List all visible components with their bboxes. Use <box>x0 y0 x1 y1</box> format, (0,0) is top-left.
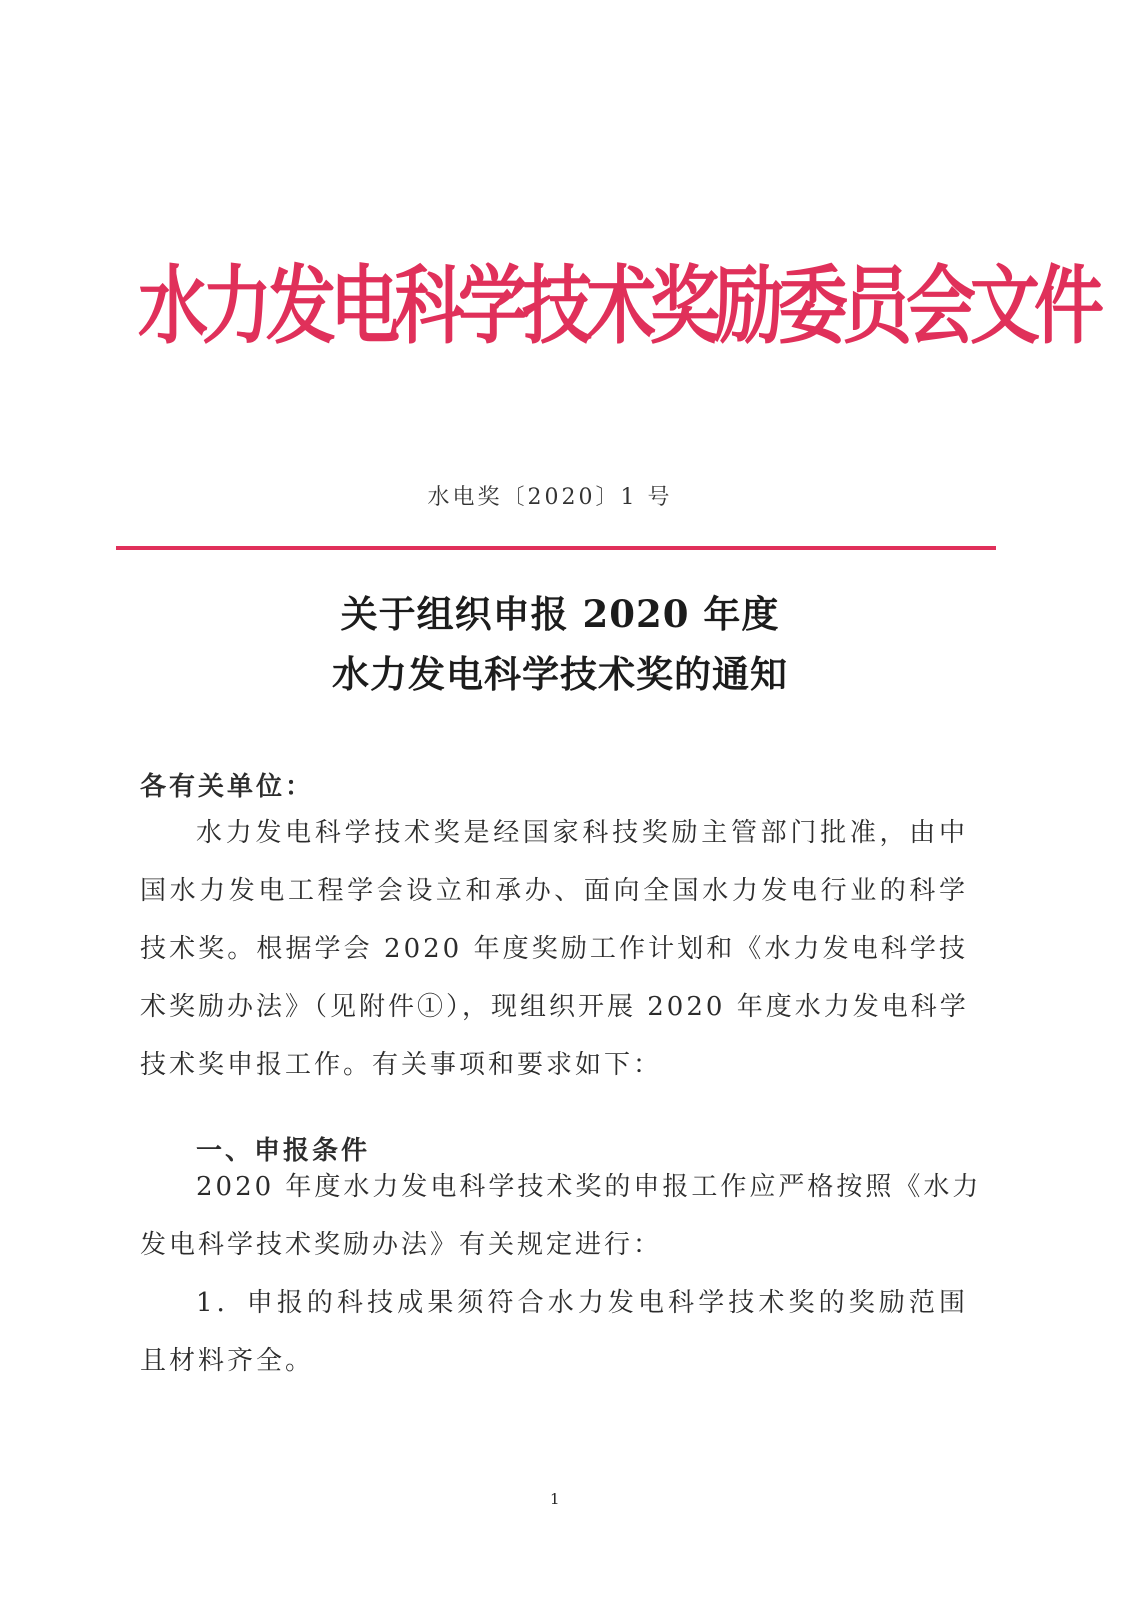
body-line: 国水力发电工程学会设立和承办、面向全国水力发电行业的科学 <box>140 876 968 906</box>
list-item-line: 1．申报的科技成果须符合水力发电科学技术奖的奖励范围 <box>196 1288 968 1318</box>
body-line: 发电科学技术奖励办法》有关规定进行： <box>140 1230 663 1260</box>
body-line: 技术奖申报工作。有关事项和要求如下： <box>140 1050 663 1080</box>
body-line: 2020 年度水力发电科学技术奖的申报工作应严格按照《水力 <box>196 1172 982 1202</box>
list-item-line: 且材料齐全。 <box>140 1346 315 1376</box>
body-line: 技术奖。根据学会 2020 年度奖励工作计划和《水力发电科学技 <box>140 934 968 964</box>
masthead-title: 水力发电科学技术奖励委员会文件 <box>138 255 1098 357</box>
notice-title-line-2: 水力发电科学技术奖的通知 <box>332 652 788 696</box>
section-heading: 一、申报条件 <box>196 1136 371 1166</box>
body-line: 术奖励办法》（见附件①），现组织开展 2020 年度水力发电科学 <box>140 992 969 1022</box>
salutation: 各有关单位： <box>140 772 315 802</box>
document-number: 水电奖〔2020〕1 号 <box>427 485 673 510</box>
notice-title-line-1: 关于组织申报 2020 年度 <box>340 592 780 636</box>
red-divider-line <box>116 546 996 550</box>
page-number: 1 <box>550 1490 560 1508</box>
body-line: 水力发电科学技术奖是经国家科技奖励主管部门批准，由中 <box>196 818 968 848</box>
